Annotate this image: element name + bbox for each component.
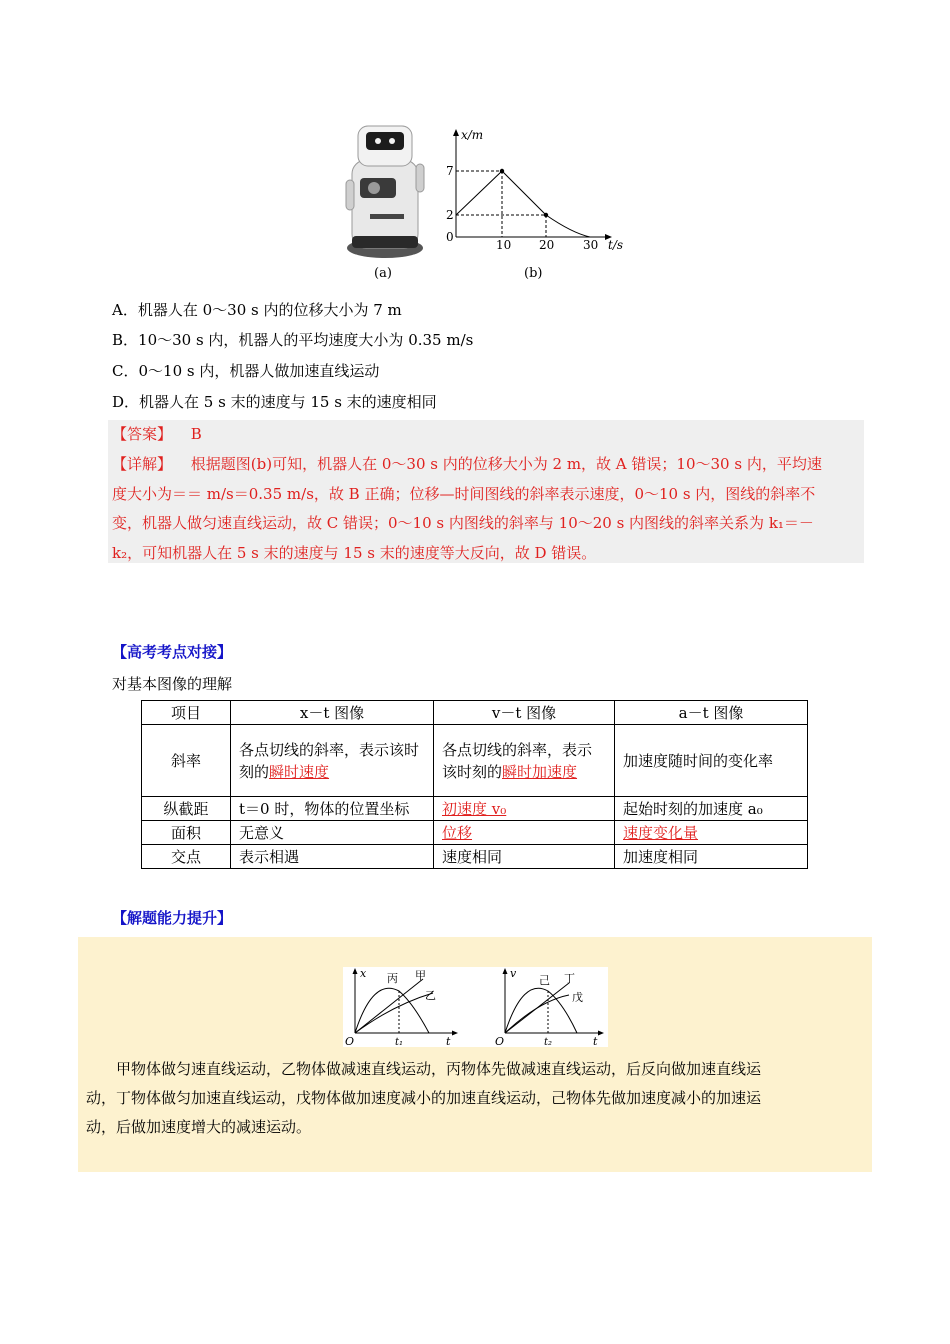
ability-para-line-1: 甲物体做匀速直线运动，乙物体做减速直线运动，丙物体先做减速直线运动，后反向做加速直线运 (116, 1060, 762, 1078)
cell-at-red: 速度变化量 (623, 823, 699, 842)
robot-figure (340, 120, 430, 260)
graph-comparison-table (141, 700, 808, 869)
x-tick-30: 30 (583, 238, 599, 252)
svg-text:x: x (360, 967, 367, 980)
x-axis-label: t/s (608, 238, 624, 252)
x-tick-10: 10 (496, 238, 512, 252)
ability-para-line-3: 动，后做加速度增大的减速运动。 (86, 1118, 312, 1136)
table-row (142, 725, 808, 797)
svg-text:戊: 戊 (572, 991, 583, 1004)
ability-para-line-2: 动，丁物体做匀加速直线运动，戊物体做加速度减小的加速直线运动，己物体先做加速度减小的加速运 (86, 1089, 762, 1107)
header-at: a－t 图像 (615, 701, 808, 725)
cell-vt-red: 瞬时加速度 (502, 762, 578, 781)
table-row (142, 797, 808, 821)
cell-at (615, 821, 808, 845)
svg-text:v: v (510, 967, 517, 980)
table-row (142, 821, 808, 845)
svg-text:乙: 乙 (425, 989, 436, 1002)
svg-text:丁: 丁 (564, 972, 575, 985)
svg-text:O: O (495, 1035, 505, 1047)
y-tick-2: 2 (446, 208, 454, 222)
curve-ji (505, 988, 577, 1033)
cell-xt: 无意义 (231, 821, 434, 845)
table-row (142, 845, 808, 869)
svg-text:t₂: t₂ (544, 1037, 553, 1047)
option-b: B．10～30 s 内，机器人的平均速度大小为 0.35 m/s (112, 331, 474, 349)
x-tick-20: 20 (539, 238, 555, 252)
cell-xt: t＝0 时，物体的位置坐标 (231, 797, 434, 821)
cell-at: 加速度随时间的变化率 (615, 725, 808, 797)
cell-at: 加速度相同 (615, 845, 808, 869)
cell-vt (434, 797, 615, 821)
header-xt: x－t 图像 (231, 701, 434, 725)
option-d: D．机器人在 5 s 末的速度与 15 s 末的速度相同 (112, 393, 437, 411)
svg-text:己: 己 (539, 974, 550, 987)
cell-xt-red: 瞬时速度 (269, 762, 330, 781)
xt-curve (546, 215, 590, 237)
figure-b-label: (b) (524, 266, 543, 281)
section1-heading: 【高考考点对接】 (112, 643, 233, 661)
svg-text:甲: 甲 (415, 969, 426, 982)
curve-wu (505, 995, 569, 1033)
svg-text:O: O (345, 1035, 355, 1047)
table-header-row (142, 701, 808, 725)
cell-at: 起始时刻的加速度 a₀ (615, 797, 808, 821)
cell-vt: 速度相同 (434, 845, 615, 869)
cell-vt-plain: 各点切线的斜率，表示该时刻的 (442, 740, 593, 781)
point-20-2 (544, 213, 548, 217)
svg-text:t: t (593, 1035, 598, 1047)
answer-row (112, 424, 202, 444)
cell-vt-red: 位移 (442, 823, 473, 842)
curve-yi (355, 993, 433, 1033)
answer-value: B (190, 425, 202, 443)
xt-graph (432, 125, 632, 265)
section2-heading: 【解题能力提升】 (112, 909, 233, 927)
svg-text:t: t (446, 1035, 451, 1047)
detail-text-1: 根据题图(b)可知，机器人在 0～30 s 内的位移大小为 2 m，故 A 错误；10～30 s 内，平均速 (190, 455, 822, 473)
cell-xt (231, 725, 434, 797)
svg-text:丙: 丙 (387, 972, 398, 985)
option-a: A．机器人在 0～30 s 内的位移大小为 7 m (112, 301, 402, 319)
option-c: C．0～10 s 内，机器人做加速直线运动 (112, 362, 380, 380)
detail-line-2: 度大小为＝＝ m/s＝0.35 m/s，故 B 正确；位移—时间图线的斜率表示速度，0～10 s 内，图线的斜率不 (112, 485, 816, 503)
detail-line-1 (112, 454, 822, 474)
xt-graph-svg (432, 125, 632, 265)
origin-label: 0 (446, 230, 454, 244)
cell-vt-red: 初速度 v₀ (442, 799, 507, 818)
section1-intro: 对基本图像的理解 (112, 675, 233, 693)
detail-line-3: 变，机器人做匀速直线运动，故 C 错误；0～10 s 内图线的斜率与 10～20 s 内图线的斜率关系为 k₁＝－ (112, 514, 814, 532)
cell-xt: 表示相遇 (231, 845, 434, 869)
graphs-panel (343, 967, 608, 1047)
cell-vt (434, 821, 615, 845)
row-label: 斜率 (142, 725, 231, 797)
cell-xt-plain: 各点切线的斜率，表示该时刻的 (239, 740, 420, 781)
row-label: 交点 (142, 845, 231, 869)
point-10-7 (500, 169, 504, 173)
row-label: 纵截距 (142, 797, 231, 821)
y-axis-arrow (453, 129, 459, 136)
header-item: 项目 (142, 701, 231, 725)
motion-graphs-svg (343, 967, 608, 1047)
detail-line-4: k₂，可知机器人在 5 s 末的速度与 15 s 末的速度等大反向，故 D 错误。 (112, 544, 597, 562)
header-vt: v－t 图像 (434, 701, 615, 725)
answer-tag: 【答案】 (112, 425, 173, 443)
figure-a-label: (a) (374, 266, 392, 281)
row-label: 面积 (142, 821, 231, 845)
cell-vt (434, 725, 615, 797)
detail-tag: 【详解】 (112, 455, 173, 473)
y-tick-7: 7 (446, 164, 454, 178)
xt-line (456, 171, 546, 215)
svg-text:t₁: t₁ (395, 1037, 404, 1047)
robot-illustration (340, 120, 430, 260)
curve-bing (355, 988, 429, 1033)
y-axis-label: x/m (461, 128, 484, 142)
